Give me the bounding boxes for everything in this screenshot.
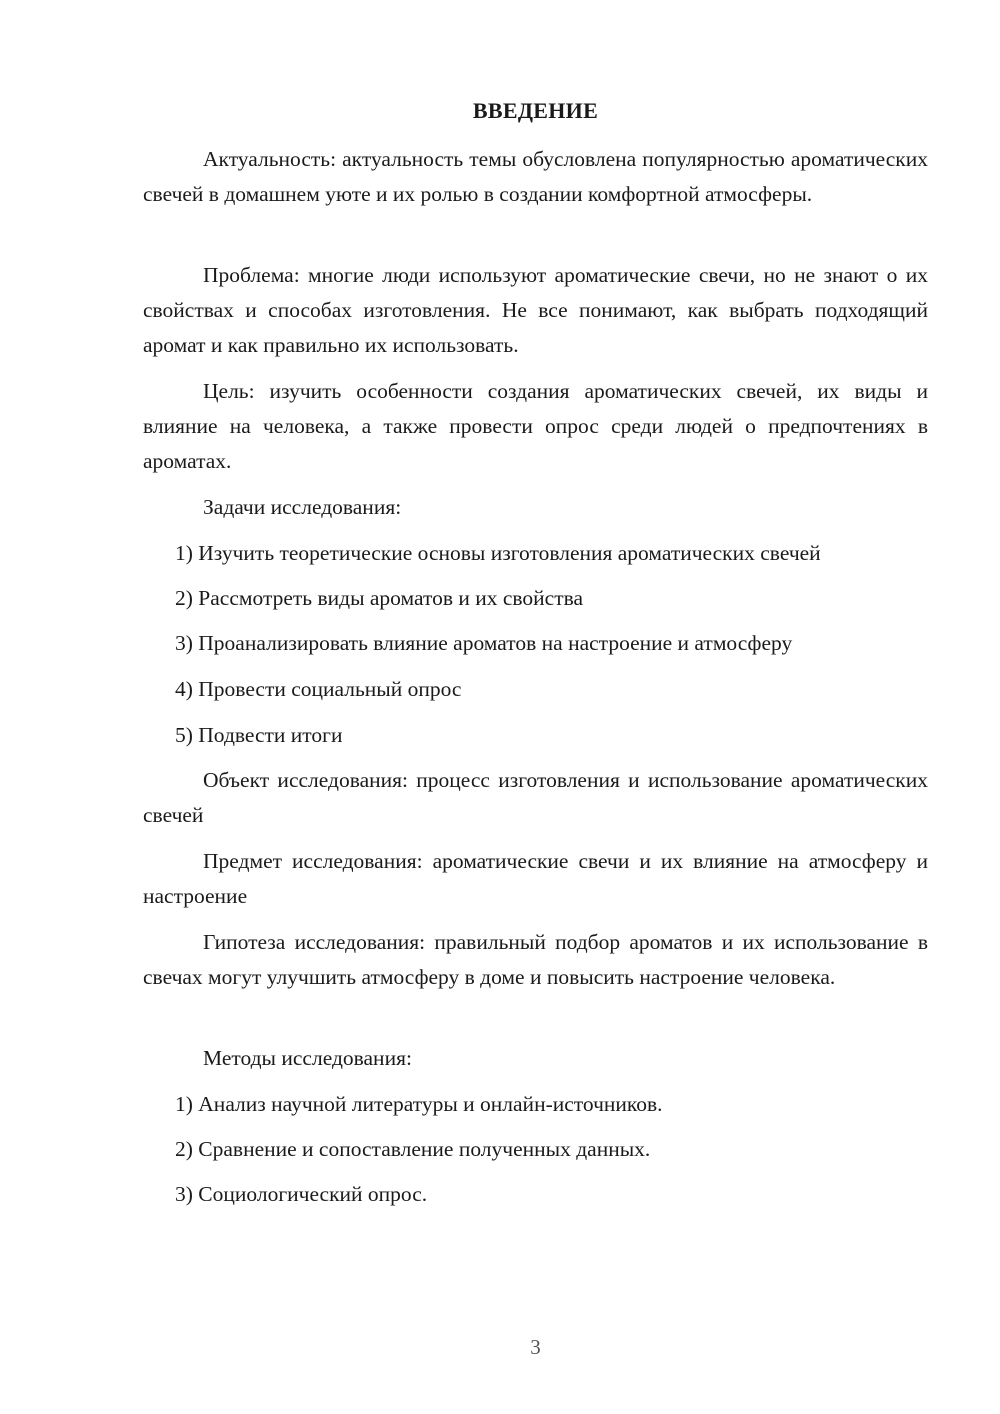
method-item: 1) Анализ научной литературы и онлайн-источников. [175, 1092, 663, 1116]
goal-paragraph: Цель: изучить особенности создания ароматических свечей, их виды и влияние на человека, а также провести опрос среди людей о предпочтениях в ароматах. [143, 379, 928, 473]
method-item: 2) Сравнение и сопоставление полученных данных. [175, 1137, 651, 1161]
methods-label: Методы исследования: [203, 1046, 412, 1070]
problem-paragraph: Проблема: многие люди используют ароматические свечи, но не знают о их свойствах и способах изготовления. Не все понимают, как выбрать подходящий аромат и как правильно их использовать. [143, 263, 928, 357]
task-item: 1) Изучить теоретические основы изготовления ароматических свечей [175, 541, 821, 565]
task-item: 5) Подвести итоги [175, 723, 343, 747]
hypothesis-paragraph: Гипотеза исследования: правильный подбор ароматов и их использование в свечах могут улучшить атмосферу в доме и повысить настроение человека. [143, 930, 928, 989]
object-paragraph: Объект исследования: процесс изготовления и использование ароматических свечей [143, 768, 928, 827]
task-item: 4) Провести социальный опрос [175, 677, 462, 701]
page-number: 3 [530, 1335, 541, 1359]
document-page [143, 0, 928, 1414]
subject-paragraph: Предмет исследования: ароматические свечи и их влияние на атмосферу и настроение [143, 849, 928, 908]
relevance-paragraph: Актуальность: актуальность темы обусловлена популярностью ароматических свечей в домашнем уюте и их ролью в создании комфортной атмосферы. [143, 147, 928, 206]
method-item: 3) Социологический опрос. [175, 1182, 428, 1206]
task-item: 3) Проанализировать влияние ароматов на настроение и атмосферу [175, 631, 793, 655]
section-heading: ВВЕДЕНИЕ [472, 98, 599, 123]
tasks-label: Задачи исследования: [203, 495, 402, 519]
task-item: 2) Рассмотреть виды ароматов и их свойства [175, 586, 584, 610]
